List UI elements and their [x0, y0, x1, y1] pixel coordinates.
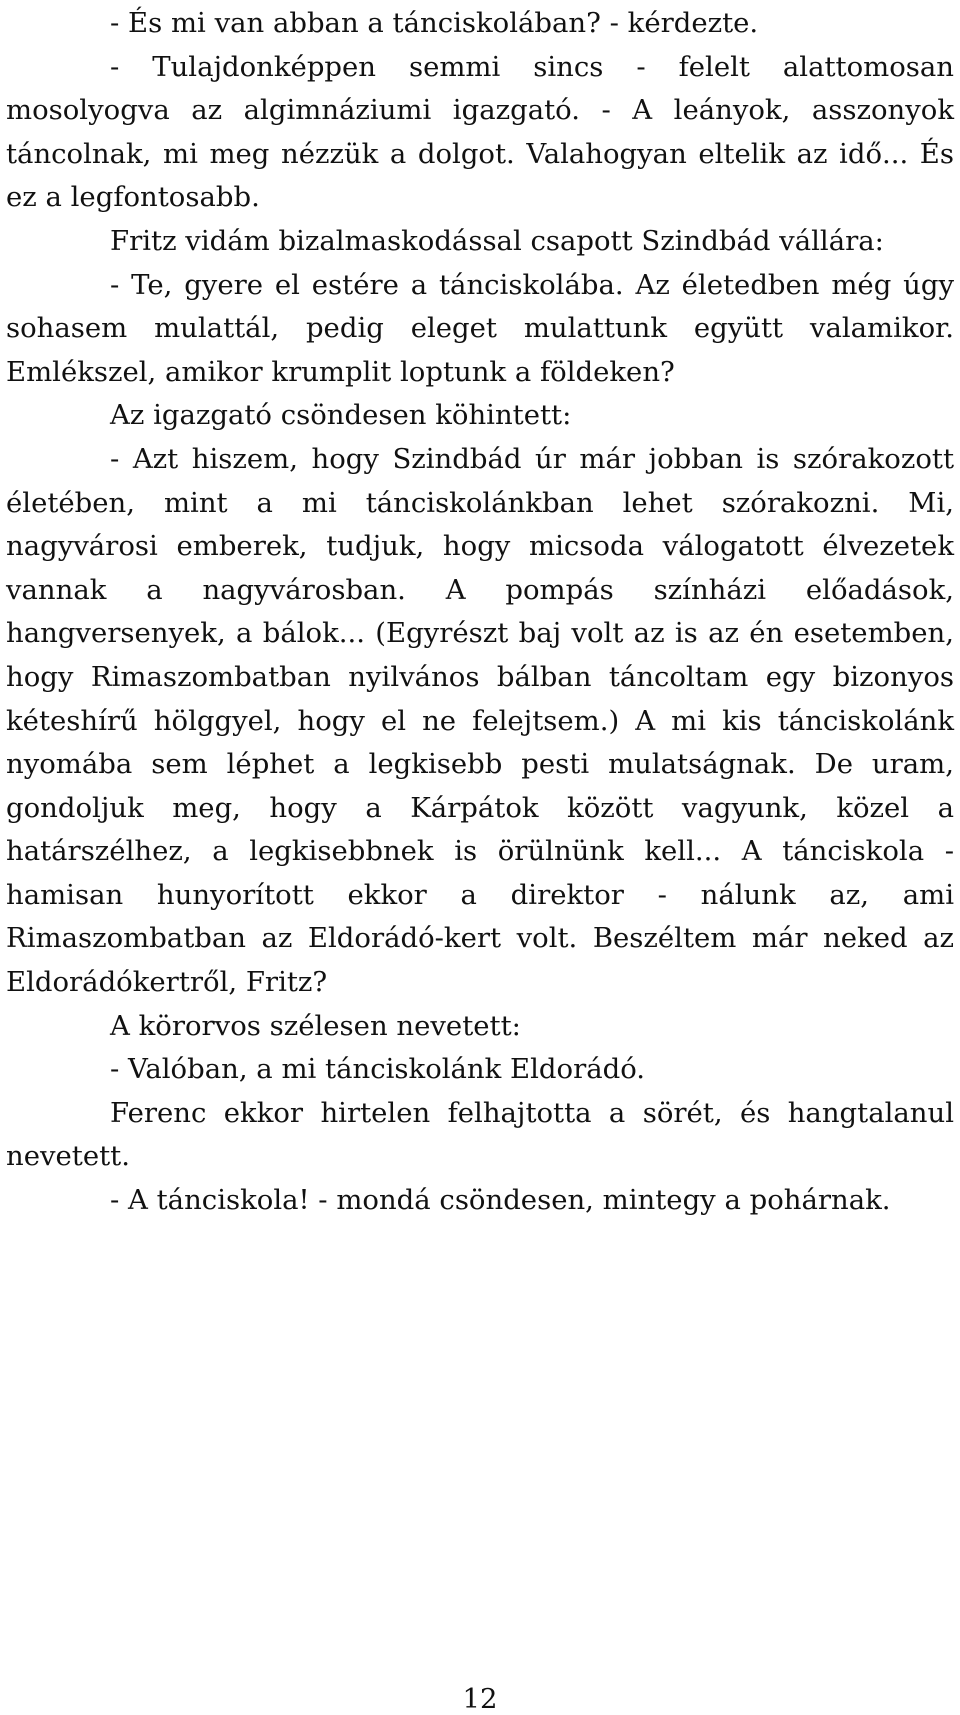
paragraph-2: - Tulajdonképpen semmi sincs - felelt alattomosan mosolyogva az algimnáziumi igazgató. - A leányok, asszonyok táncolnak, mi meg nézzük a dolgot. Valahogyan eltelik az idő... És ez a legfontosabb. — [6, 50, 954, 214]
paragraph-7: A körorvos szélesen nevetett: — [110, 1009, 521, 1042]
paragraph-3: Fritz vidám bizalmaskodással csapott Szindbád vállára: — [110, 224, 884, 257]
paragraph-10: - A tánciskola! - mondá csöndesen, mintegy a pohárnak. — [110, 1184, 891, 1217]
paragraph-9: Ferenc ekkor hirtelen felhajtotta a sörét, és hangtalanul nevetett. — [6, 1096, 954, 1173]
paragraph-5: Az igazgató csöndesen köhintett: — [110, 399, 572, 432]
paragraph-4: - Te, gyere el estére a tánciskolába. Az életedben még úgy sohasem mulattál, pedig eleget mulattunk együtt valamikor. Emlékszel, amikor krumplit loptunk a földeken? — [6, 268, 954, 388]
page-number: 12 — [462, 1683, 498, 1715]
paragraph-6: - Azt hiszem, hogy Szindbád úr már jobban is szórakozott életében, mint a mi tánciskolánkban lehet szórakozni. Mi, nagyvárosi emberek, tudjuk, hogy micsoda válogatott élvezetek vannak a nagyvárosban. A pompás színházi előadások, hangversenyek, a bálok... (Egyrészt baj volt az is az én esetemben, hogy Rimaszombatban nyilvános bálban táncoltam egy bizonyos kéteshírű hölggyel, hogy el ne felejtsem.) A mi kis tánciskolánk nyomába sem léphet a legkisebb pesti mulatságnak. De uram, gondoljuk meg, hogy a Kárpátok között vagyunk, közel a határszélhez, a legkisebbnek is örülnünk kell... A tánciskola - hamisan hunyorított ekkor a direktor - nálunk az, ami Rimaszombatban az Eldorádó-kert volt. Beszéltem már neked az Eldorádókertről, Fritz? — [6, 442, 954, 999]
paragraph-8: - Valóban, a mi tánciskolánk Eldorádó. — [110, 1053, 646, 1086]
paragraph-1: - És mi van abban a tánciskolában? - kérdezte. — [110, 7, 759, 39]
book-page-text — [6, 2, 954, 1223]
